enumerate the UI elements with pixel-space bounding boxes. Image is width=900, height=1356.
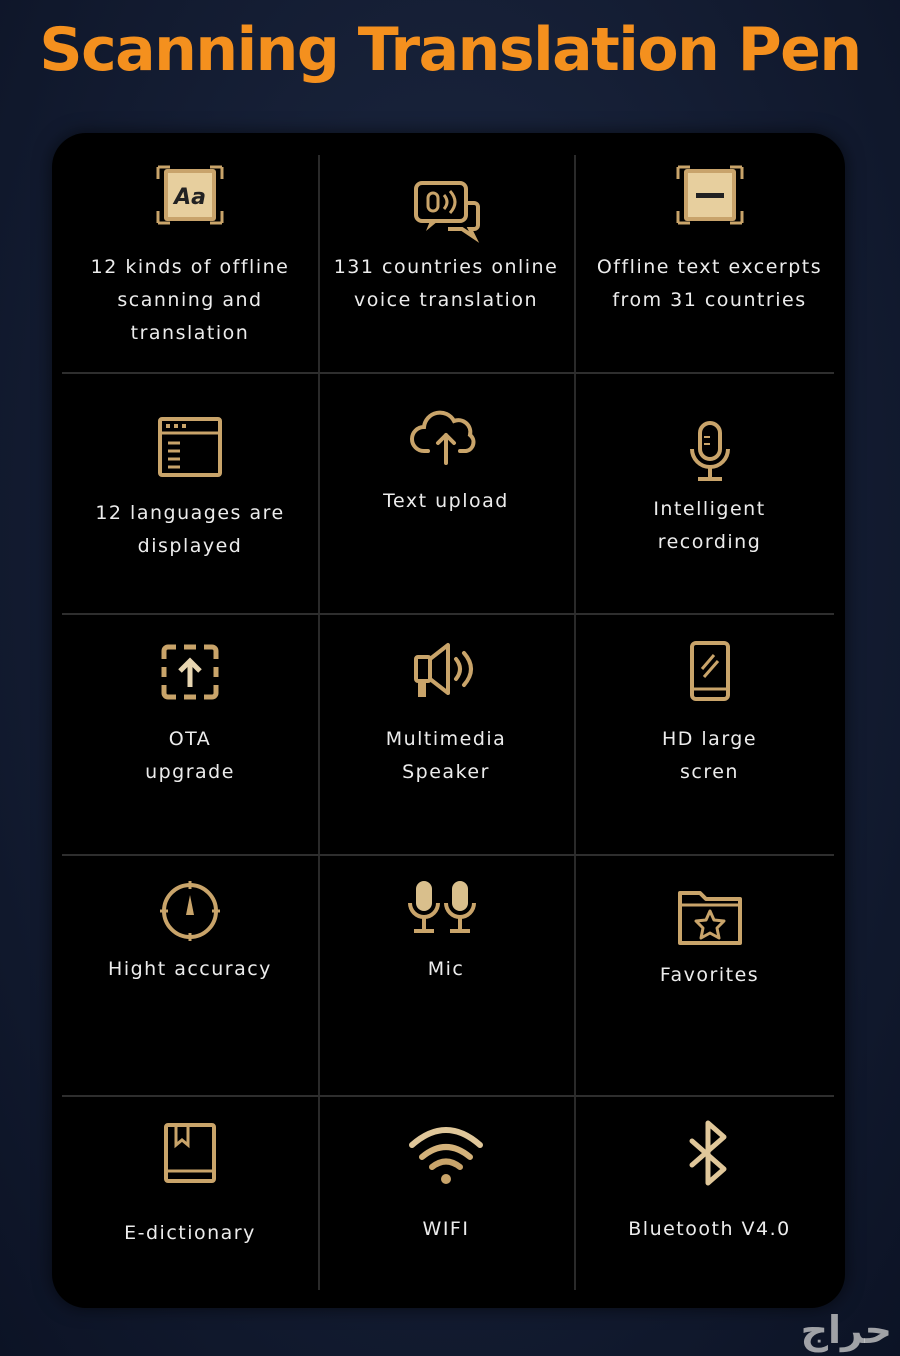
feature-label: Offline text excerpts from 31 countries bbox=[596, 256, 823, 311]
bluetooth-icon bbox=[672, 1119, 748, 1195]
feature-label: Favorites bbox=[659, 964, 760, 986]
feature-cell bbox=[52, 637, 328, 789]
feature-cell bbox=[574, 1119, 845, 1246]
dual-mic-icon bbox=[408, 875, 484, 951]
feature-cell bbox=[318, 1119, 574, 1246]
feature-cell bbox=[52, 161, 328, 350]
feature-label: Mic bbox=[427, 958, 465, 980]
feature-label: Multimedia Speaker bbox=[385, 728, 507, 783]
features-panel bbox=[52, 133, 845, 1308]
grid-divider bbox=[62, 1095, 834, 1097]
feature-label: WIFI bbox=[422, 1218, 470, 1240]
speaker-icon bbox=[408, 637, 484, 713]
feature-cell bbox=[52, 875, 328, 986]
feature-label: OTA upgrade bbox=[145, 728, 235, 783]
frame-excerpt-icon bbox=[672, 161, 748, 237]
aa-scan-icon bbox=[152, 161, 228, 237]
window-list-icon bbox=[152, 413, 228, 489]
feature-label: Bluetooth V4.0 bbox=[628, 1218, 791, 1240]
wifi-icon bbox=[408, 1119, 484, 1195]
feature-cell bbox=[318, 403, 574, 518]
feature-label: 131 countries online voice translation bbox=[333, 256, 559, 311]
feature-cell bbox=[318, 173, 574, 317]
feature-label: Text upload bbox=[383, 490, 509, 512]
feature-label: 12 kinds of offline scanning and translation bbox=[90, 256, 290, 344]
feature-cell bbox=[52, 413, 328, 563]
feature-label: Intelligent recording bbox=[653, 498, 766, 553]
watermark-logo: حراج bbox=[800, 1308, 892, 1352]
feature-cell bbox=[574, 417, 845, 559]
screen-device-icon bbox=[672, 637, 748, 713]
feature-cell bbox=[574, 161, 845, 317]
grid-divider bbox=[62, 613, 834, 615]
compass-icon bbox=[152, 875, 228, 951]
feature-cell bbox=[574, 881, 845, 992]
feature-cell bbox=[318, 637, 574, 789]
grid-divider bbox=[62, 854, 834, 856]
grid-divider bbox=[62, 372, 834, 374]
feature-label: HD large scren bbox=[661, 728, 758, 783]
cloud-upload-icon bbox=[408, 403, 484, 479]
svg-text:Aa: Aa bbox=[174, 185, 206, 210]
feature-label: 12 languages are displayed bbox=[95, 502, 285, 557]
feature-cell bbox=[574, 637, 845, 789]
page-title: Scanning Translation Pen bbox=[39, 15, 861, 85]
favorites-folder-icon bbox=[672, 881, 748, 957]
ota-upgrade-icon bbox=[152, 637, 228, 713]
microphone-icon bbox=[672, 417, 748, 493]
voice-chat-icon bbox=[408, 173, 484, 249]
feature-cell bbox=[52, 1119, 328, 1250]
feature-cell bbox=[318, 875, 574, 986]
book-icon bbox=[152, 1119, 228, 1195]
feature-label: Hight accuracy bbox=[108, 958, 272, 980]
feature-label: E-dictionary bbox=[124, 1222, 256, 1244]
